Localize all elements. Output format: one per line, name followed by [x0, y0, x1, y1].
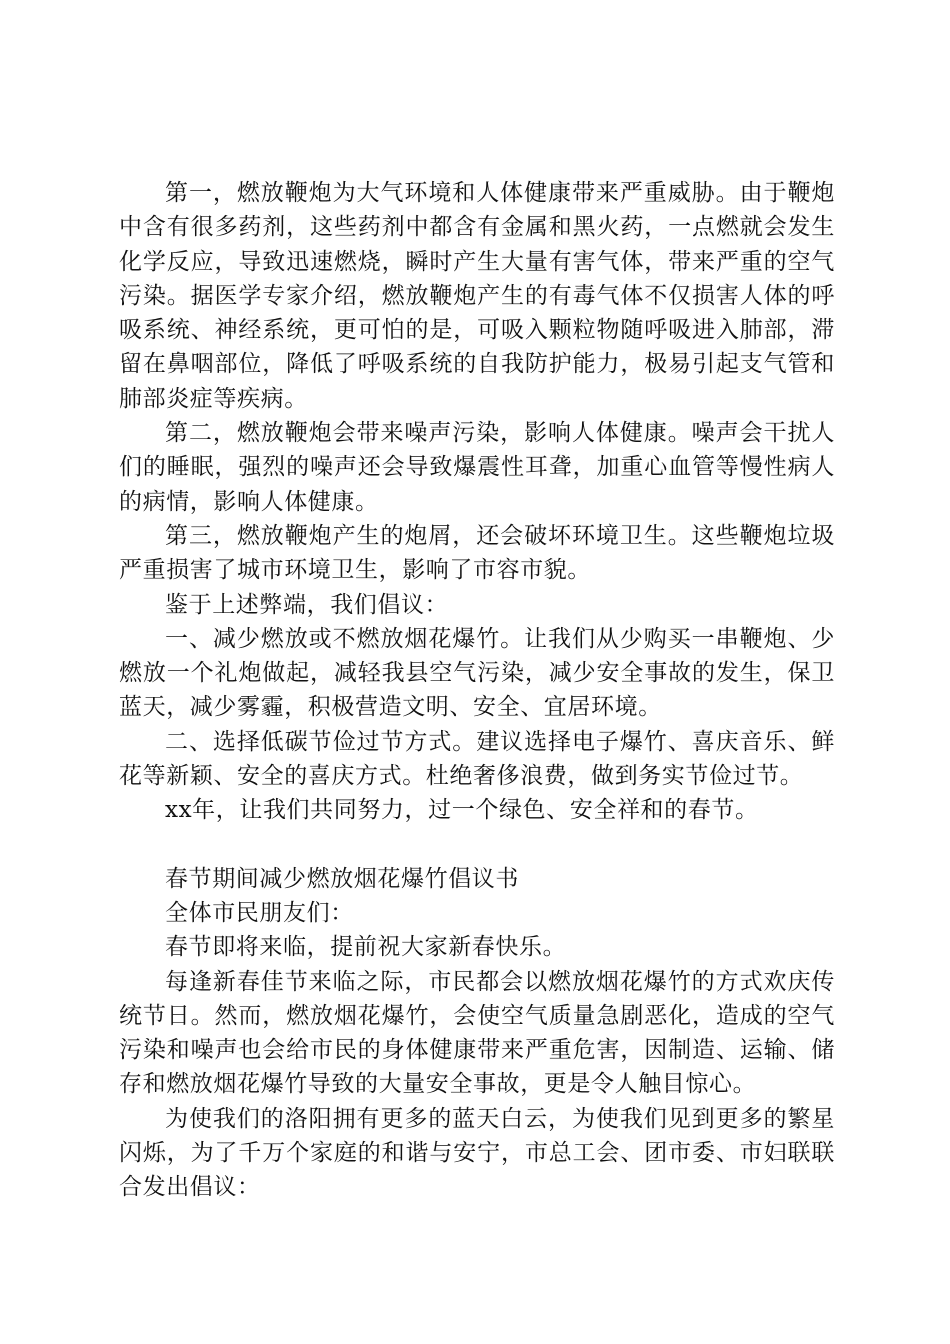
paragraph-first-point: 第一，燃放鞭炮为大气环境和人体健康带来严重威胁。由于鞭炮中含有很多药剂，这些药剂中都含有金属和黑火药，一点燃就会发生化学反应，导致迅速燃烧，瞬时产生大量有害气体，带来严重的空气污染。据医学专家介绍，燃放鞭炮产生的有毒气体不仅损害人体的呼吸系统、神经系统，更可怕的是，可吸入颗粒物随呼吸进入肺部，滞留在鼻咽部位，降低了呼吸系统的自我防护能力，极易引起支气管和肺部炎症等疾病。	[119, 180, 835, 412]
paragraph-proposal-two: 二、选择低碳节俭过节方式。建议选择电子爆竹、喜庆音乐、鲜花等新颖、安全的喜庆方式。杜绝奢侈浪费，做到务实节俭过节。	[119, 728, 835, 790]
paragraph-proposal-intro: 鉴于上述弊端，我们倡议：	[165, 591, 449, 618]
paragraph-second-point: 第二，燃放鞭炮会带来噪声污染，影响人体健康。噪声会干扰人们的睡眠，强烈的噪声还会导致爆震性耳聋，加重心血管等慢性病人的病情，影响人体健康。	[119, 420, 835, 515]
letter-salutation: 全体市民朋友们：	[165, 899, 354, 926]
paragraph-proposal-one: 一、减少燃放或不燃放烟花爆竹。让我们从少购买一串鞭炮、少燃放一个礼炮做起，减轻我县空气污染，减少安全事故的发生，保卫蓝天，减少雾霾，积极营造文明、安全、宜居环境。	[119, 625, 835, 721]
paragraph-third-point: 第三，燃放鞭炮产生的炮屑，还会破坏环境卫生。这些鞭炮垃圾严重损害了城市环境卫生，影响了市容市貌。	[119, 522, 835, 584]
letter-title: 春节期间减少燃放烟花爆竹倡议书	[165, 865, 519, 892]
letter-greeting: 春节即将来临，提前祝大家新春快乐。	[165, 934, 567, 961]
letter-paragraph-proposal: 为使我们的洛阳拥有更多的蓝天白云，为使我们见到更多的繁星闪烁，为了千万个家庭的和谐与安宁，市总工会、团市委、市妇联联合发出倡议：	[119, 1105, 835, 1201]
document-body	[119, 176, 835, 1205]
paragraph-closing: xx年，让我们共同努力，过一个绿色、安全祥和的春节。	[165, 797, 759, 824]
letter-paragraph-background: 每逢新春佳节来临之际，市民都会以燃放烟花爆竹的方式欢庆传统节日。然而，燃放烟花爆竹，会使空气质量急剧恶化，造成的空气污染和噪声也会给市民的身体健康带来严重危害，因制造、运输、储存和燃放烟花爆竹导致的大量安全事故，更是令人触目惊心。	[119, 968, 835, 1098]
